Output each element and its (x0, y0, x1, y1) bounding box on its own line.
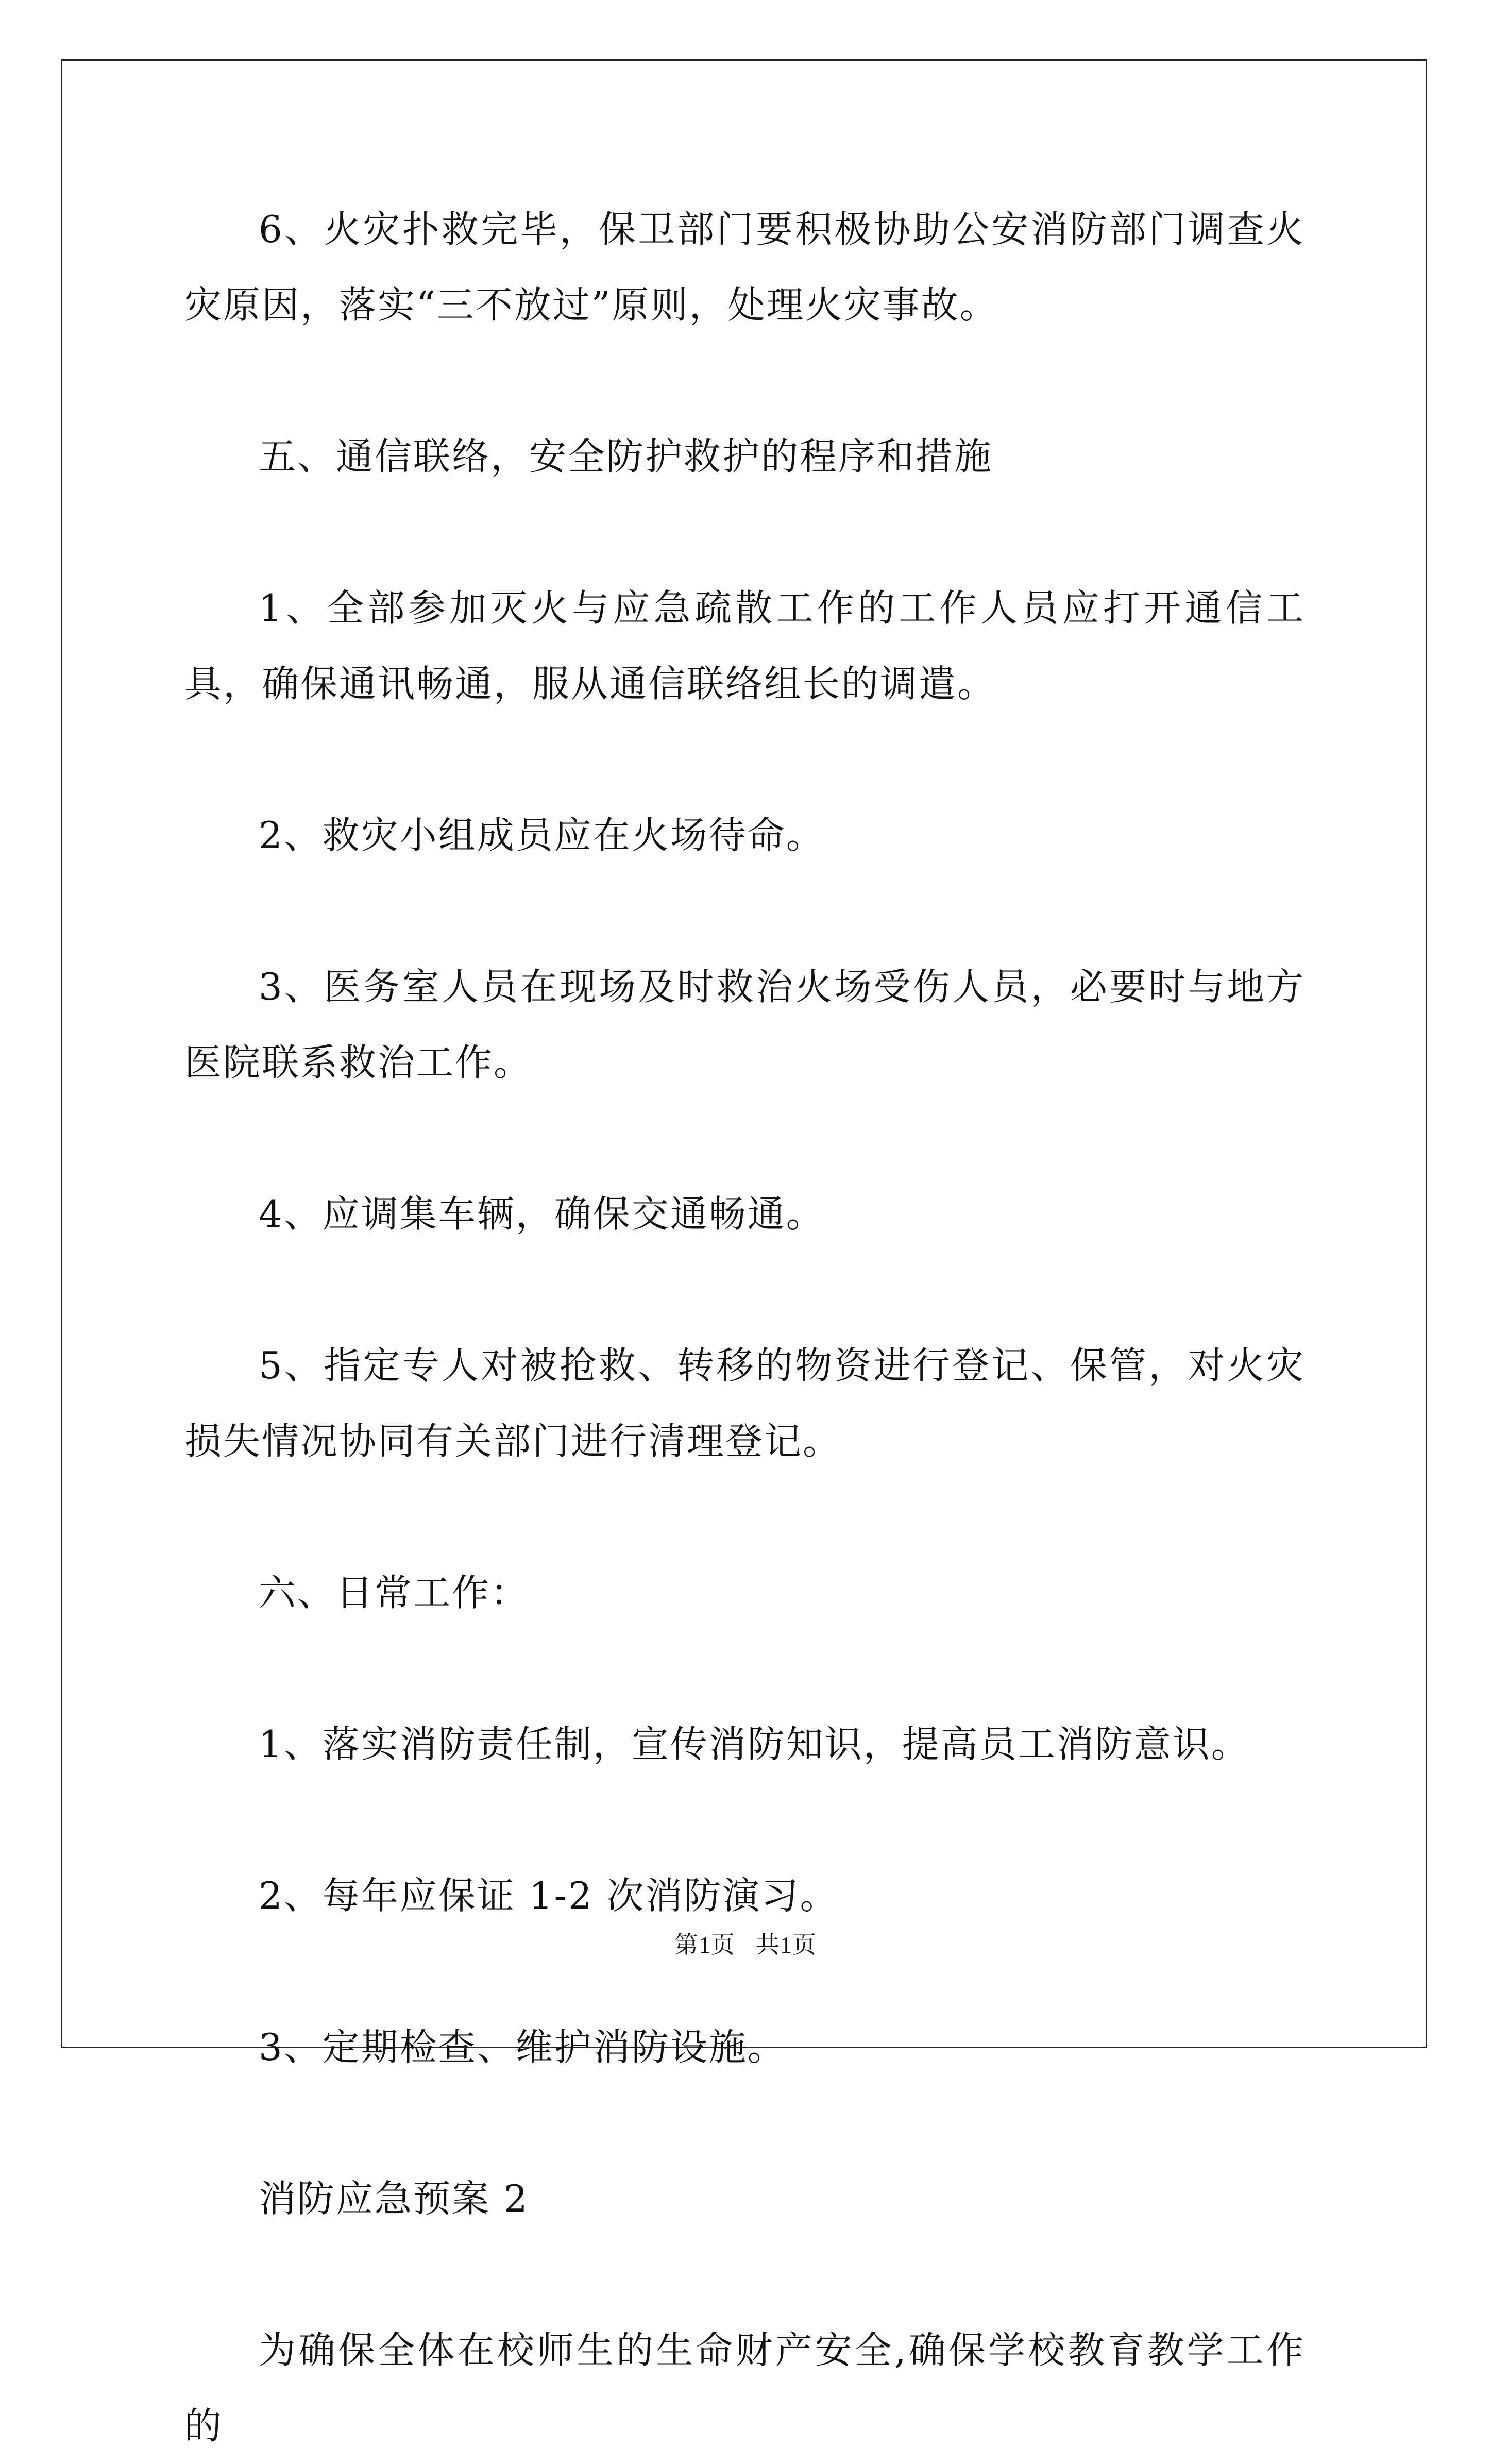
page-number-current: 第1页 (674, 1932, 735, 1958)
page-number-total: 共1页 (756, 1932, 817, 1958)
paragraph-medical-room: 3、医务室人员在现场及时救治火场受伤人员，必要时与地方医院联系救治工作。 (184, 965, 1305, 1084)
section-heading-daily-work: 六、日常工作： (259, 1571, 530, 1614)
paragraph-vehicles: 4、应调集车辆，确保交通畅通。 (259, 1192, 825, 1236)
paragraph-communication-tools: 1、全部参加灭火与应急疏散工作的工作人员应打开通信工具，确保通讯畅通，服从通信联络组长的调遣。 (184, 586, 1305, 705)
document-body (184, 192, 1305, 2464)
paragraph-materials-registration: 5、指定专人对被抢救、转移的物资进行登记、保管，对火灾损失情况协同有关部门进行清理登记。 (184, 1344, 1305, 1463)
paragraph-responsibility-system: 1、落实消防责任制，宣传消防知识，提高员工消防意识。 (259, 1723, 1250, 1766)
plan-title-2: 消防应急预案 2 (259, 2177, 529, 2220)
paragraph-rescue-team: 2、救灾小组成员应在火场待命。 (259, 814, 825, 857)
page-footer (0, 1926, 1491, 1960)
paragraph-plan-2-intro: 为确保全体在校师生的生命财产安全,确保学校教育教学工作的 (184, 2328, 1305, 2448)
paragraph-fire-investigation: 6、火灾扑救完毕，保卫部门要积极协助公安消防部门调查火灾原因，落实“三不放过”原则，处理火灾事故。 (184, 208, 1305, 327)
section-heading-communication: 五、通信联络，安全防护救护的程序和措施 (259, 435, 993, 478)
paragraph-fire-drills: 2、每年应保证 1-2 次消防演习。 (259, 1874, 839, 1917)
paragraph-facility-inspection: 3、定期检查、维护消防设施。 (259, 2026, 786, 2069)
